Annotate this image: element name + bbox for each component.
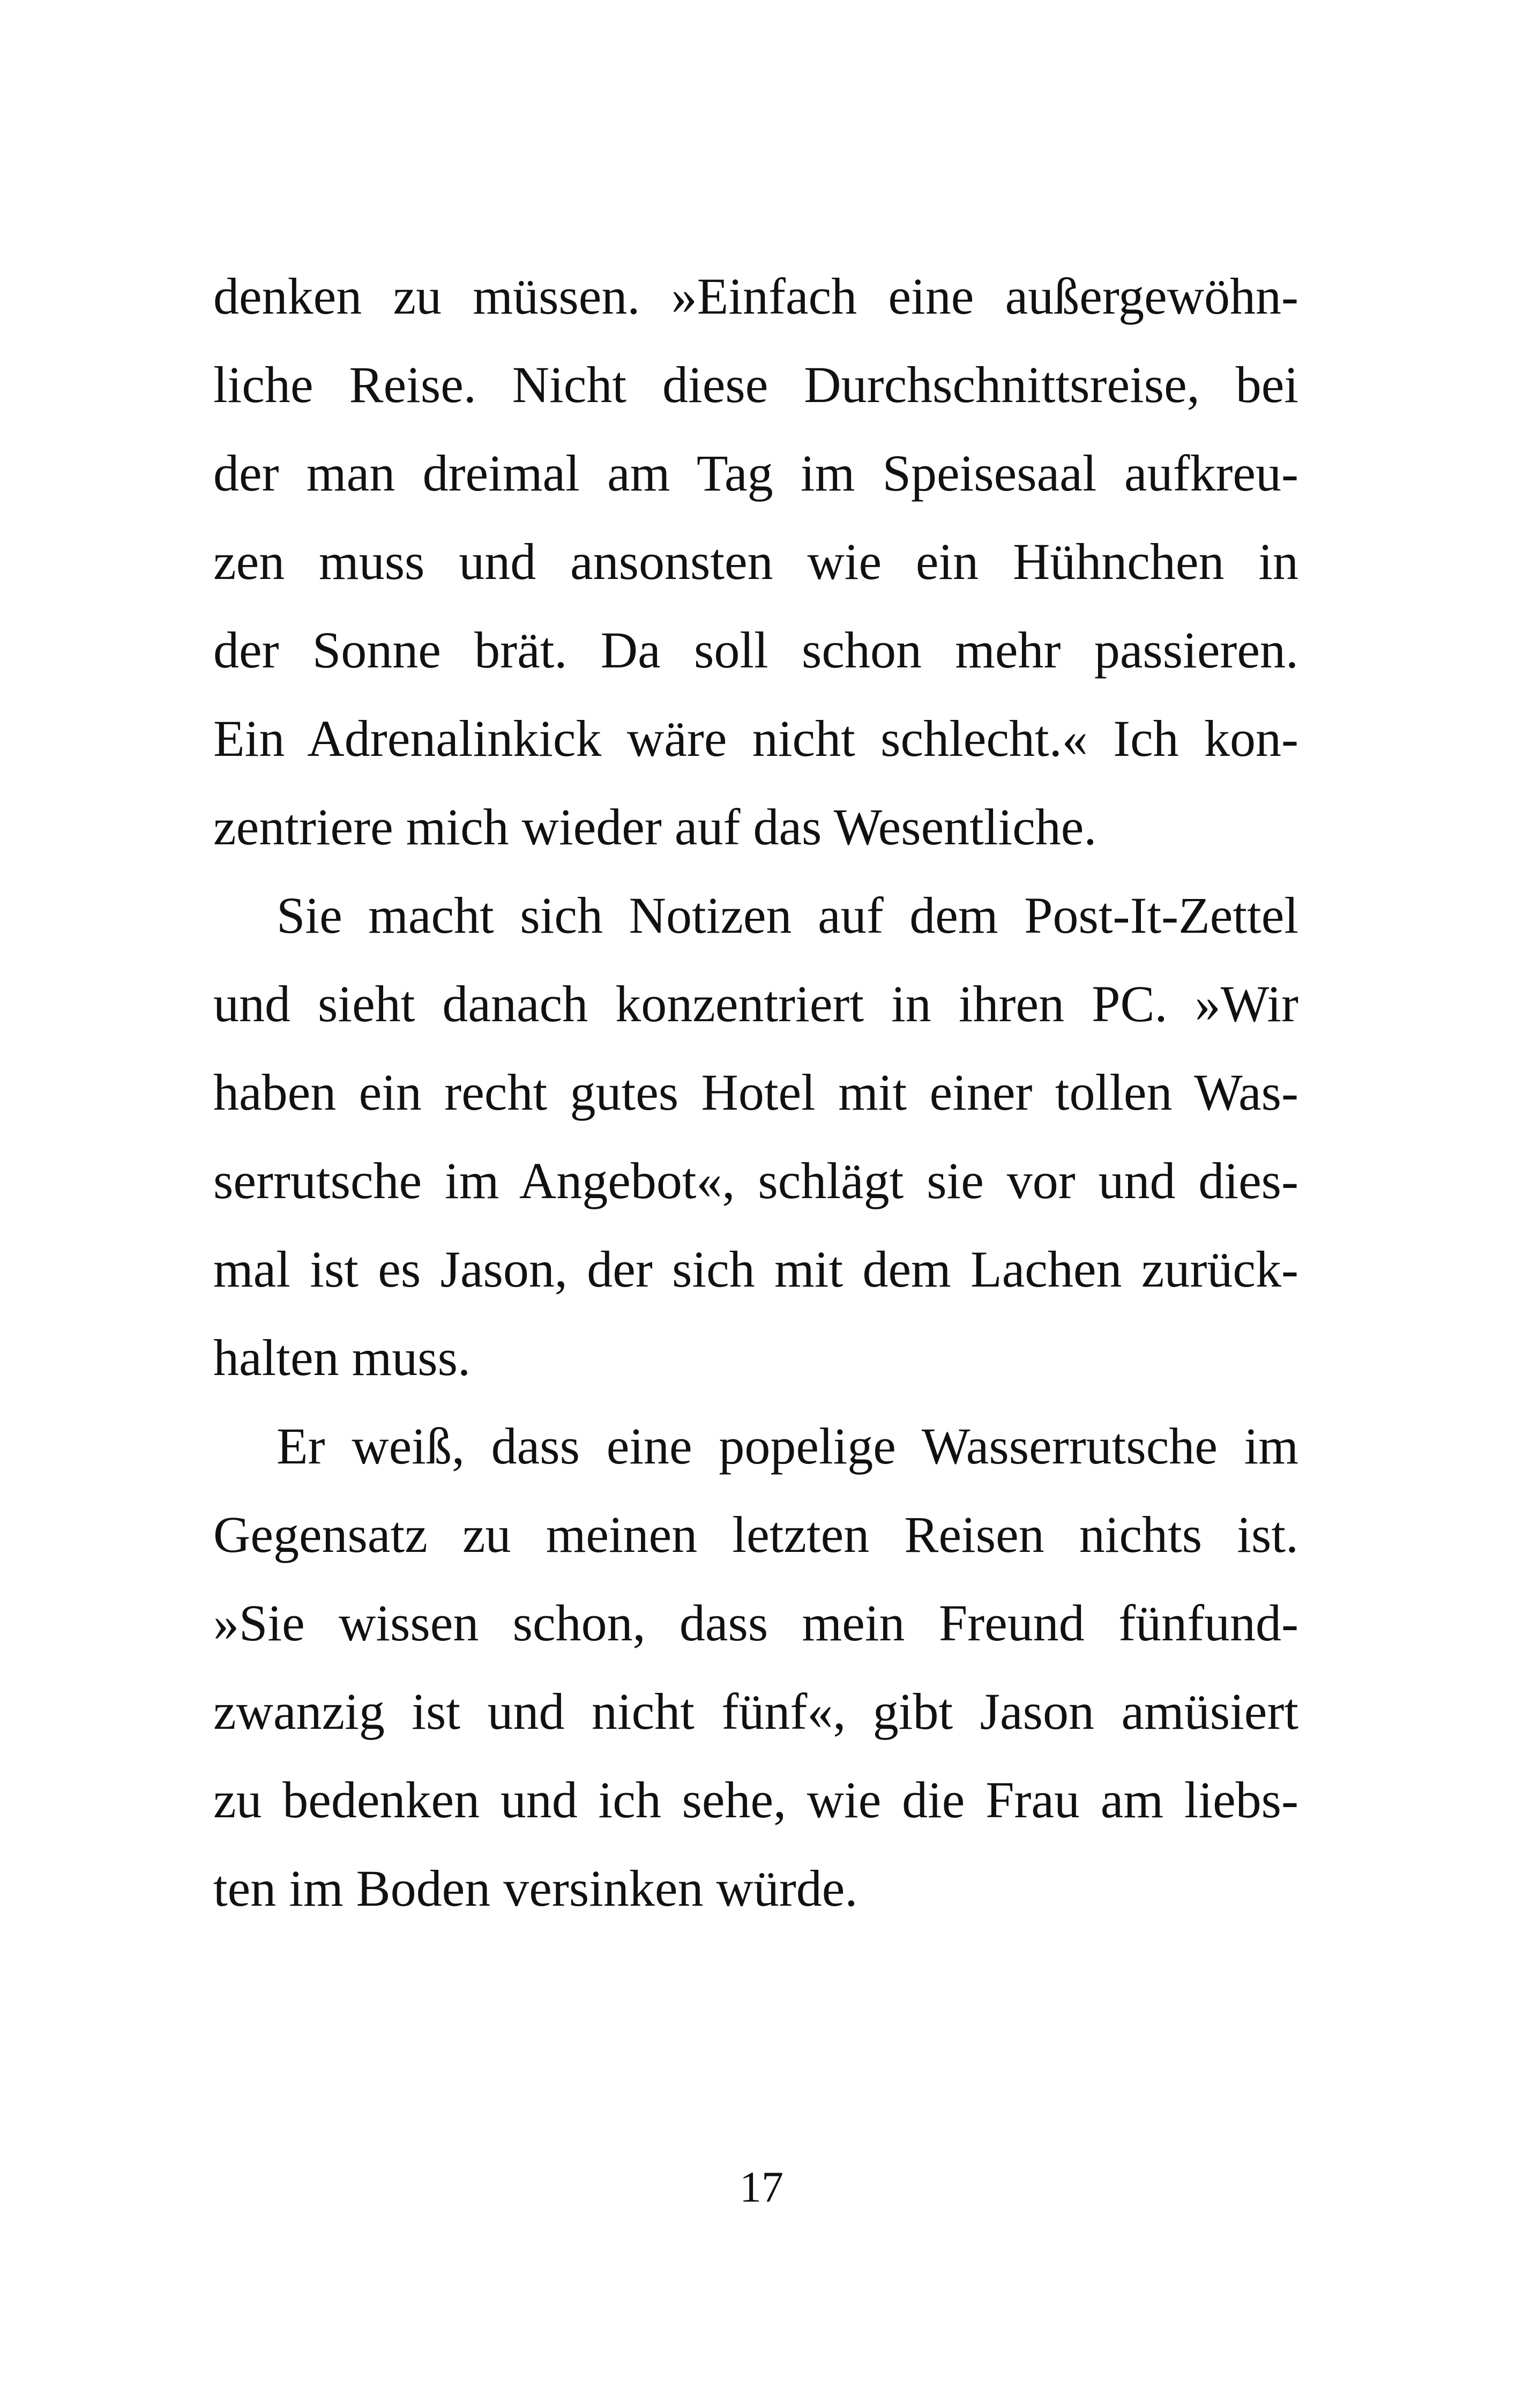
text-line: der man dreimal am Tag im Speisesaal aufkreu-	[213, 444, 1298, 502]
text-line: Ein Adrenalinkick wäre nicht schlecht.« Ich kon-	[213, 710, 1298, 767]
text-line: und sieht danach konzentriert in ihren PC. »Wir	[213, 975, 1298, 1032]
text-line: Er weiß, dass eine popelige Wasserrutsche im	[277, 1417, 1298, 1475]
text-line: denken zu müssen. »Einfach eine außergewöhn-	[213, 267, 1298, 325]
body-text	[213, 252, 1298, 1933]
text-line: zentriere mich wieder auf das Wesentliche.	[213, 798, 1097, 856]
text-line: Gegensatz zu meinen letzten Reisen nichts ist.	[213, 1506, 1298, 1563]
text-line: der Sonne brät. Da soll schon mehr passieren.	[213, 621, 1298, 679]
text-line: zen muss und ansonsten wie ein Hühnchen in	[213, 533, 1298, 590]
text-line: Sie macht sich Notizen auf dem Post-It-Zettel	[277, 887, 1298, 944]
text-line: ten im Boden versinken würde.	[213, 1860, 858, 1917]
text-line: mal ist es Jason, der sich mit dem Lachen zurück-	[213, 1240, 1298, 1298]
text-line: zu bedenken und ich sehe, wie die Frau am liebs-	[213, 1771, 1298, 1829]
text-line: liche Reise. Nicht diese Durchschnittsreise, bei	[213, 356, 1298, 413]
page-number: 17	[740, 2162, 783, 2211]
text-line: serrutsche im Angebot«, schlägt sie vor und dies-	[213, 1152, 1298, 1209]
text-line: zwanzig ist und nicht fünf«, gibt Jason amüsiert	[213, 1683, 1298, 1740]
text-line: halten muss.	[213, 1329, 471, 1386]
text-line: »Sie wissen schon, dass mein Freund fünfund-	[213, 1594, 1298, 1652]
text-line: haben ein recht gutes Hotel mit einer tollen Was-	[213, 1064, 1298, 1121]
